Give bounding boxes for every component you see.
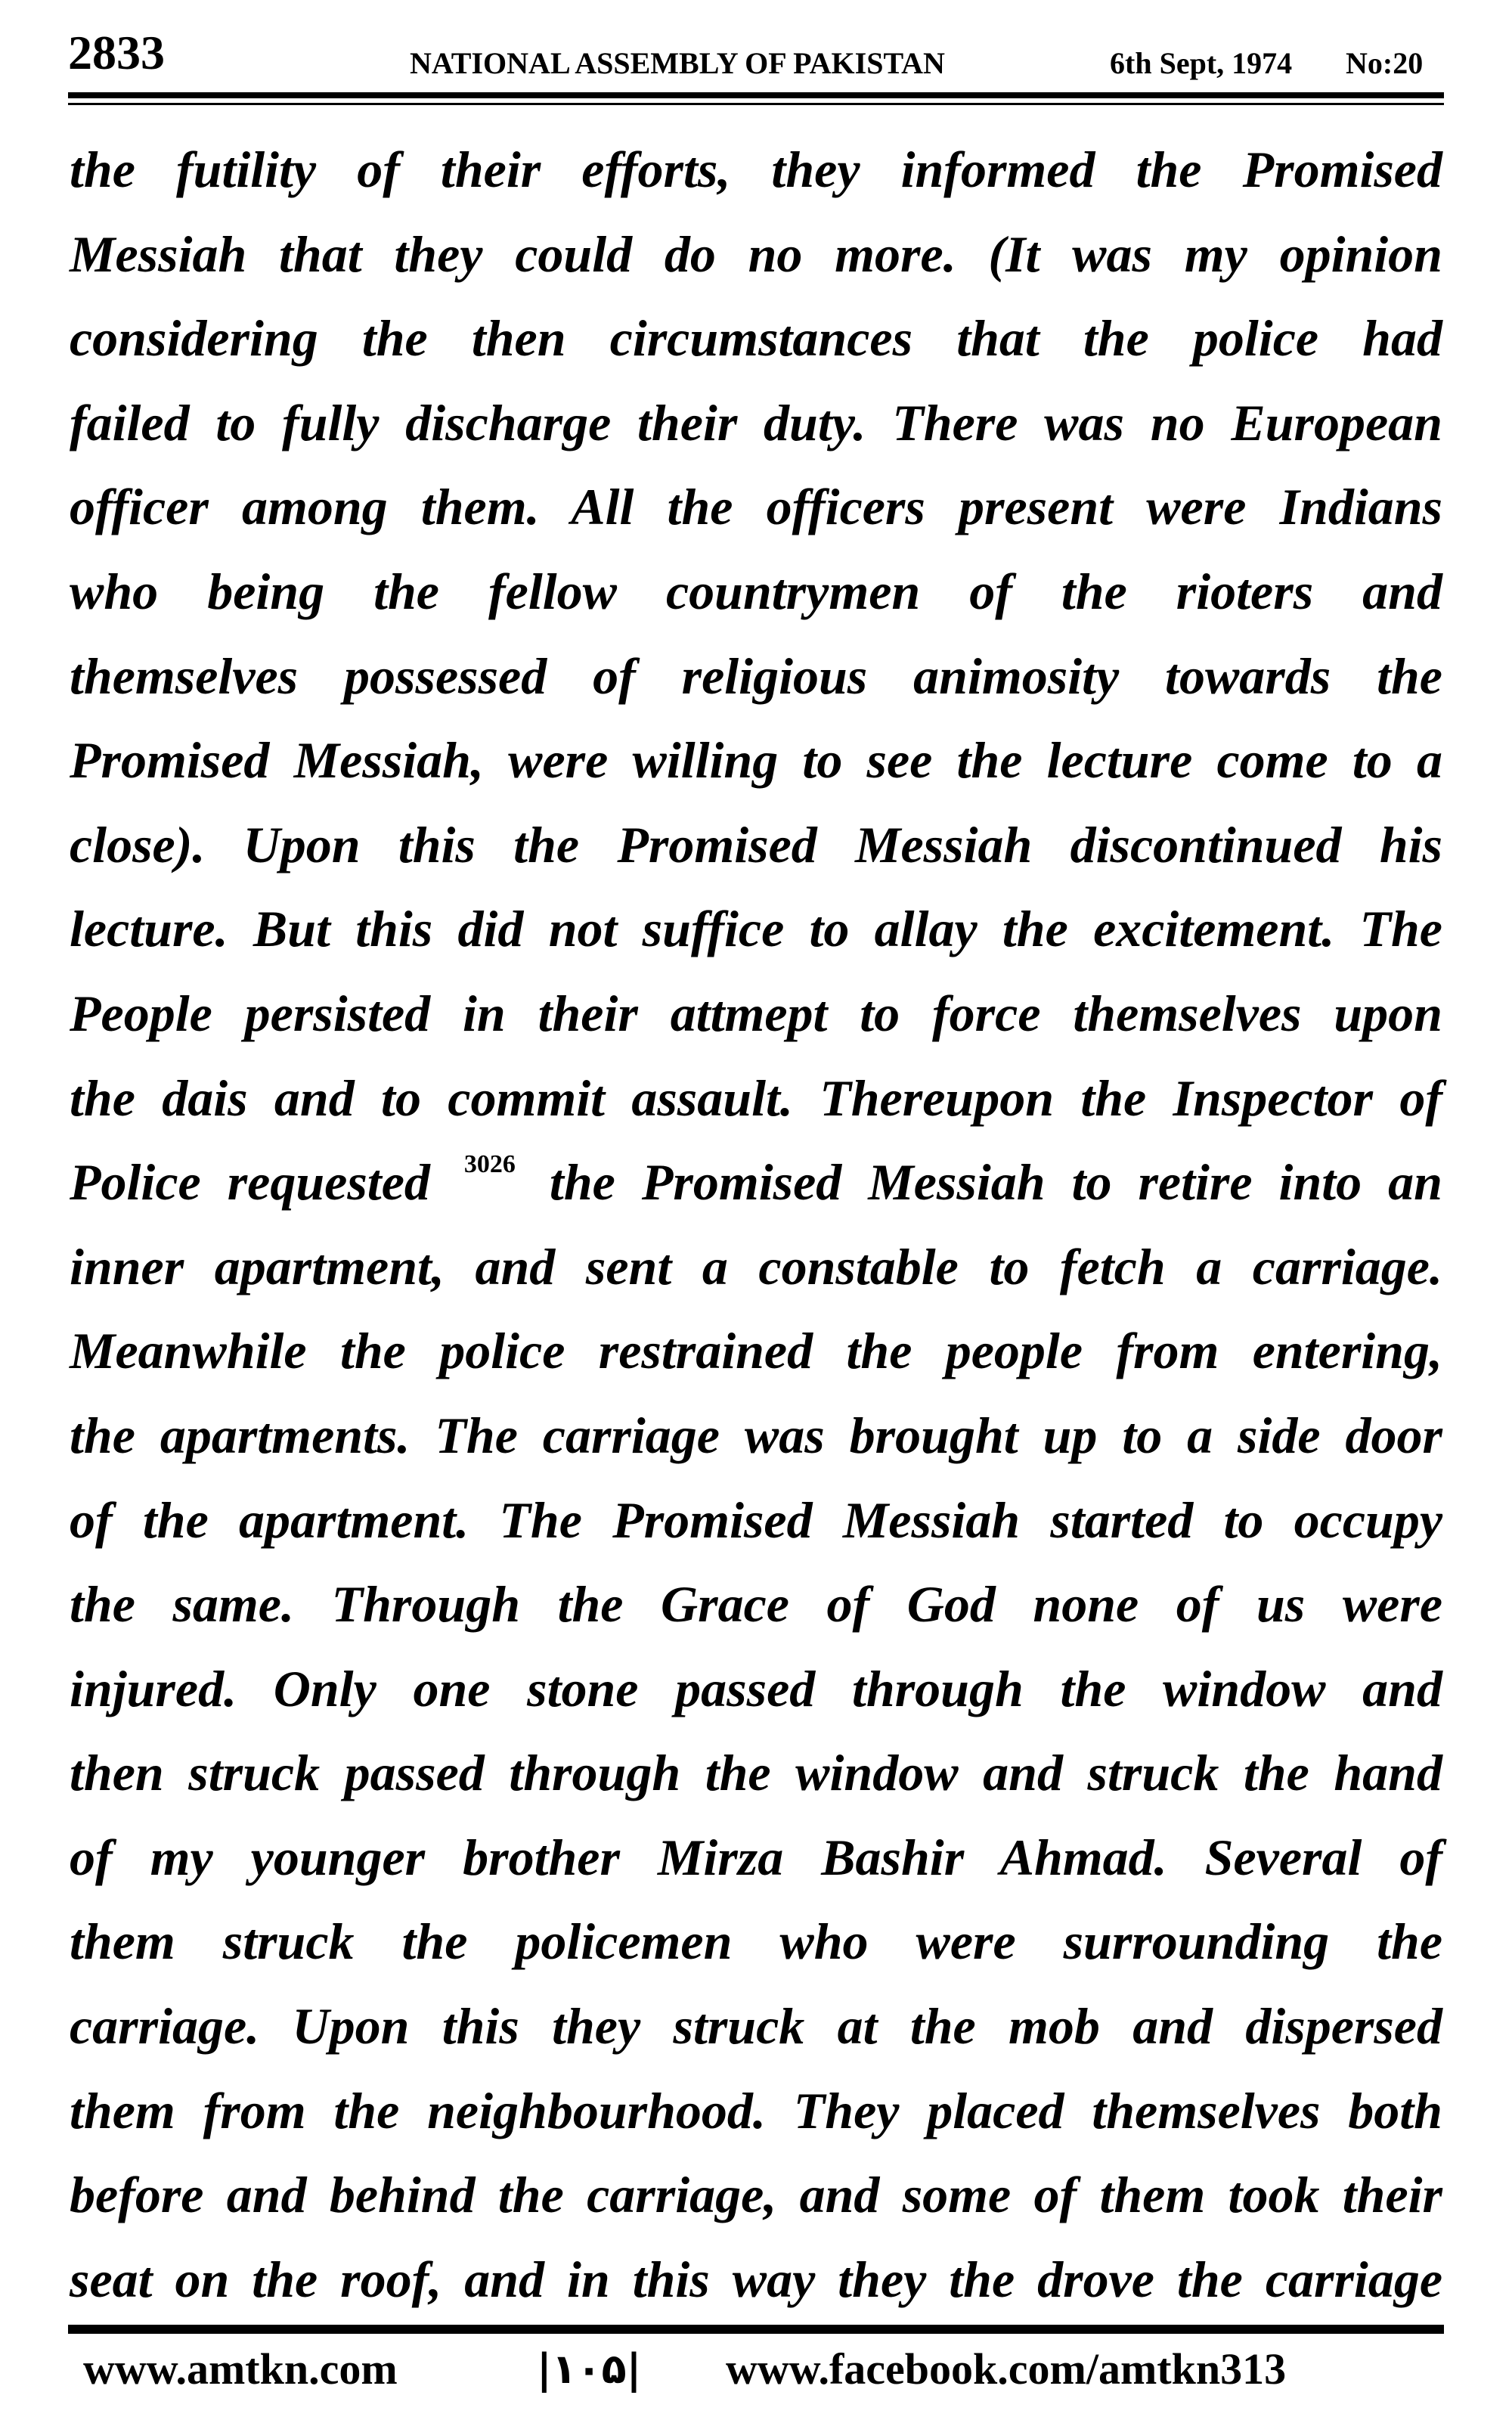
page-number: 2833 [68, 26, 165, 79]
text-line: themselves possessed of religious animosity towards the [70, 647, 1442, 705]
text-line: failed to fully discharge their duty. There was no European [70, 393, 1442, 451]
text-line: Messiah that they could do no more. (It was my opinion [70, 225, 1442, 283]
facebook-link[interactable]: www.facebook.com/amtkn313 [726, 2344, 1287, 2394]
text-line: officer among them. All the officers present were Indians [70, 478, 1442, 536]
footnote-reference: 3026 [463, 1150, 516, 1179]
header-title: NATIONAL ASSEMBLY OF PAKISTAN [410, 46, 945, 80]
text-line: them from the neighbourhood. They placed themselves both [70, 2081, 1442, 2139]
header-rule-thick [68, 92, 1444, 98]
text-line: then struck passed through the window and struck the hand [70, 1744, 1442, 1802]
text-line: carriage. Upon this they struck at the mob and dispersed [70, 1997, 1442, 2055]
page-header [68, 21, 1444, 82]
header-date: 6th Sept, 1974 [1110, 46, 1293, 80]
text-line: People persisted in their attmept to force themselves upon [70, 984, 1442, 1042]
website-link[interactable]: www.amtkn.com [83, 2344, 398, 2394]
text-line: the apartments. The carriage was brought up to a side door [70, 1406, 1442, 1464]
text-line: seat on the roof, and in this way they the drove the carriage [70, 2250, 1442, 2308]
header-issue-number: No:20 [1346, 46, 1424, 80]
text-line: of the apartment. The Promised Messiah started to occupy [70, 1491, 1442, 1549]
header-rule-thin [68, 103, 1444, 105]
text-line-with-footnote [70, 1146, 1442, 1230]
text-segment: Police requested [70, 1153, 430, 1212]
footer-rule [68, 2325, 1444, 2334]
text-line: considering the then circumstances that the police had [70, 309, 1442, 368]
text-line: the same. Through the Grace of God none of us were [70, 1575, 1442, 1634]
text-line: close). Upon this the Promised Messiah discontinued his [70, 815, 1442, 873]
text-line: Promised Messiah, were willing to see the lecture come to a [70, 731, 1442, 790]
text-line: Meanwhile the police restrained the people from entering, [70, 1322, 1442, 1380]
text-line: of my younger brother Mirza Bashir Ahmad. Several of [70, 1828, 1442, 1886]
text-line: inner apartment, and sent a constable to fetch a carriage. [70, 1237, 1442, 1295]
text-line: before and behind the carriage, and some of them took their [70, 2166, 1442, 2224]
footer-page-marker: |۱۰۵| [537, 2345, 642, 2393]
text-line: the futility of their efforts, they informed the Promised [70, 141, 1442, 198]
text-line: lecture. But this did not suffice to allay the excitement. The [70, 900, 1442, 958]
text-line: them struck the policemen who were surrounding the [70, 1913, 1442, 1971]
body-text [70, 133, 1442, 2327]
text-line: who being the fellow countrymen of the rioters and [70, 562, 1442, 620]
text-line: injured. Only one stone passed through the window and [70, 1659, 1442, 1717]
text-line: the dais and to commit assault. Thereupon the Inspector of [70, 1069, 1442, 1127]
page-footer [68, 2343, 1444, 2396]
text-segment: the Promised Messiah to retire into an [549, 1153, 1442, 1212]
